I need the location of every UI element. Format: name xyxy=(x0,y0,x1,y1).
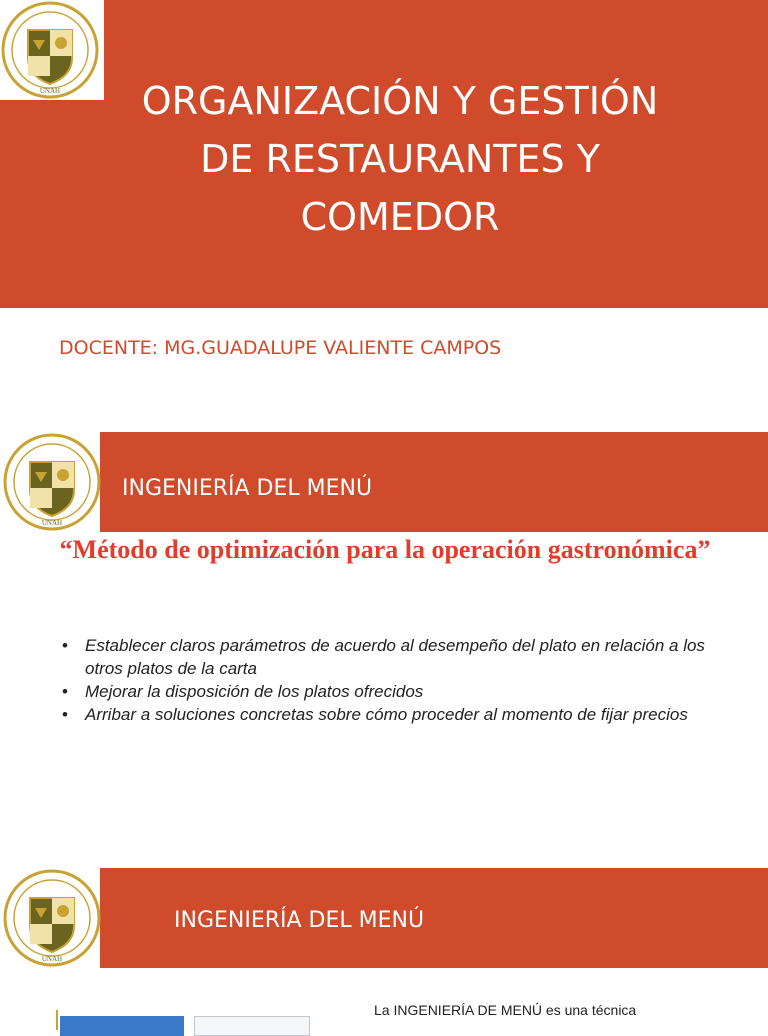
bullet-icon: • xyxy=(62,682,68,701)
list-item-text: Establecer claros parámetros de acuerdo al desempeño del plato en relación a los otros platos de la carta xyxy=(85,636,705,678)
university-seal-logo xyxy=(2,868,102,968)
instructor-name: DOCENTE: MG.GUADALUPE VALIENTE CAMPOS xyxy=(59,337,502,359)
bullet-icon: • xyxy=(62,705,68,724)
figure-panel-blue xyxy=(60,1016,184,1036)
list-item xyxy=(60,634,740,680)
logo-label: UNAH xyxy=(41,519,63,527)
university-seal-logo xyxy=(2,432,102,532)
university-seal-logo xyxy=(0,0,100,100)
list-item-text: Mejorar la disposición de los platos ofrecidos xyxy=(85,682,424,701)
section-title: INGENIERÍA DEL MENÚ xyxy=(174,908,425,933)
section-banner xyxy=(100,868,768,968)
section-banner xyxy=(100,432,768,532)
list-item xyxy=(60,680,740,703)
bullet-icon: • xyxy=(62,636,68,655)
logo-label: UNAH xyxy=(39,87,61,95)
list-item xyxy=(60,703,740,726)
menu-engineering-slide xyxy=(0,418,768,810)
figure-panel-light xyxy=(194,1016,310,1036)
objectives-list xyxy=(60,634,740,726)
body-paragraph: La INGENIERÍA DE MENÚ es una técnica xyxy=(374,1002,637,1018)
list-item-text: Arribar a soluciones concretas sobre cómo proceder al momento de fijar precios xyxy=(85,705,688,724)
presentation-title: ORGANIZACIÓN Y GESTIÓN DE RESTAURANTES Y COMEDOR xyxy=(141,79,659,239)
section-title: INGENIERÍA DEL MENÚ xyxy=(122,476,373,501)
definition-quote: “Método de optimización para la operación gastronómica” xyxy=(59,535,711,564)
logo-label: UNAH xyxy=(41,955,63,963)
title-slide xyxy=(0,0,768,359)
figure-marker xyxy=(56,1010,58,1030)
menu-engineering-detail-slide xyxy=(0,820,768,1024)
